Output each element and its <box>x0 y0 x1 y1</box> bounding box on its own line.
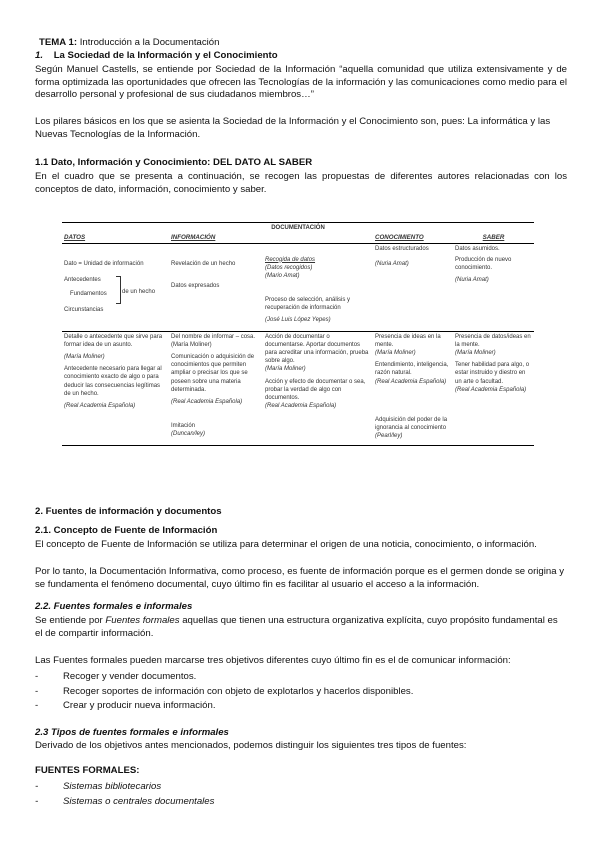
col-header-saber: SABER <box>453 233 534 244</box>
concepto-paragraph: El concepto de Fuente de Información se utiliza para determinar el origen de una noticia, conocimiento, o información. <box>35 539 537 550</box>
documentacion-paragraph: Por lo tanto, la Documentación Informativa, como proceso, es fuente de información porque es el germen donde se origina y se fundamenta el fenómeno documental, cuyo último fin es facilitar al usuario el acceso a la información. <box>35 566 565 590</box>
table-cell: Presencia de ideas en la mente. (María Moliner) Entendimiento, inteligencia, razón natural. (Real Academia Española) <box>375 334 449 385</box>
list-item: - Sistemas o centrales documentales <box>35 796 567 809</box>
table-cell: Presencia de datos/ideas en la mente. (María Moliner) Tener habilidad para algo, o estar instruido y diestro en un arte o facultad. (Real Academia Española) <box>455 334 531 393</box>
section-1-1-heading: 1.1 Dato, Información y Conocimiento: DEL DATO AL SABER <box>35 157 313 168</box>
cuadro-paragraph: En el cuadro que se presenta a continuación, se recogen las propuestas de diferentes autores relacionadas con los conceptos de dato, información, conocimiento y saber. <box>35 171 567 195</box>
section-1-title: La Sociedad de la Información y el Conocimiento <box>53 50 278 61</box>
objetivos-list <box>35 671 567 715</box>
table-cell: Recogida de datos (Datos recogidos) (Mario Amat) Proceso de selección, análisis y recuperación de información (José Luis López Yepes) <box>265 256 351 324</box>
objetivos-paragraph: Las Fuentes formales pueden marcarse tres objetivos diferentes cuyo último fin es el de comunicar información: <box>35 655 511 666</box>
table-cell: Producción de nuevo conocimiento. (Nuria Amat) <box>455 256 512 283</box>
section-1-number: 1. <box>35 50 44 61</box>
pilares-paragraph: Los pilares básicos en los que se asienta la Sociedad de la Información y el Conocimiento son, pues: La informática y las Nuevas Tecnologías de la Información. <box>35 116 551 140</box>
tipos-paragraph: Derivado de los objetivos antes mencionados, podemos distinguir los siguientes tres tipos de fuentes: <box>35 740 467 751</box>
table-cell: Del nombre de informar – cosa. (María Moliner) Comunicación o adquisición de conocimientos que permiten ampliar o precisar los que se poseen sobre una materia determinada. (Real Academia Española) <box>171 334 256 405</box>
list-item: - Recoger soportes de información con objeto de explotarlos y hacerlos disponibles. <box>35 686 567 699</box>
table-cell: Datos estructurados <box>375 246 429 253</box>
table-cell: Adquisición del poder de la ignorancia al conocimiento (Pearl/ley) <box>375 416 448 440</box>
tema-title: Introducción a la Documentación <box>79 37 220 48</box>
list-item: - Sistemas bibliotecarios <box>35 781 567 794</box>
formales-paragraph: Se entiende por Fuentes formales aquellas que tienen una estructura organizativa explícita, cuyo propósito fundamental es el de compartir información. <box>35 615 558 639</box>
table-row <box>62 244 534 255</box>
table-top-header: DOCUMENTACIÓN <box>62 223 534 234</box>
table-row <box>62 415 534 443</box>
col-header-informacion: INFORMACIÓN <box>169 233 263 244</box>
table-row <box>62 255 534 330</box>
table-cell: (Nuria Amat) <box>375 260 409 267</box>
list-item: - Crear y producir nueva información. <box>35 700 567 713</box>
section-2-3-heading: 2.3 Tipos de fuentes formales e informales <box>35 727 229 738</box>
castells-paragraph: Según Manuel Castells, se entiende por Sociedad de la Información “aquella comunidad que utiliza extensivamente y de forma optimizada las oportunidades que ofrecen las Tecnologías de la información y las comunicaciones como medio para el desarrollo personal y profesional de sus ciudadanos miembros…” <box>35 64 567 101</box>
tema-label: TEMA 1: <box>39 37 78 48</box>
col-header-documentacion <box>263 233 373 244</box>
documentation-table <box>62 222 534 446</box>
col-header-datos: DATOS <box>62 233 169 244</box>
section-2-heading: 2. Fuentes de información y documentos <box>35 506 222 517</box>
table-cell: Revelación de un hecho Datos expresados <box>171 260 236 289</box>
section-2-2-heading: 2.2. Fuentes formales e informales <box>35 601 193 612</box>
tema-heading <box>35 37 567 50</box>
table-row <box>62 332 534 415</box>
section-1-heading <box>35 50 567 63</box>
section-2-1-heading: 2.1. Concepto de Fuente de Información <box>35 525 218 536</box>
list-item: - Recoger y vender documentos. <box>35 671 567 684</box>
table-cell: Datos asumidos. <box>455 246 500 253</box>
fuentes-formales-list <box>35 781 567 810</box>
fuentes-formales-heading: FUENTES FORMALES: <box>35 765 140 776</box>
table-cell: Imitación (Duncan/ley) <box>171 422 206 438</box>
table-cell: Acción de documentar o documentarse. Aportar documentos para acreditar una información, prueba sobre algo. (María Moliner) Acción y efecto de documentar o sea, probar la verdad de algo con documentos. (Real Academia Española) <box>265 334 369 409</box>
table-cell: Detalle o antecedente que sirve para formar idea de un asunto. (María Moliner) Antecedente necesario para llegar al conocimiento exacto de algo o para deducir las consecuencias legítimas de un hecho. (Real Academia Española) <box>64 334 163 409</box>
col-header-conocimiento: CONOCIMIENTO <box>373 233 453 244</box>
table-cell: Dato = Unidad de información Antecedentes Fundamentos de un hecho Circunstancias <box>64 260 156 313</box>
